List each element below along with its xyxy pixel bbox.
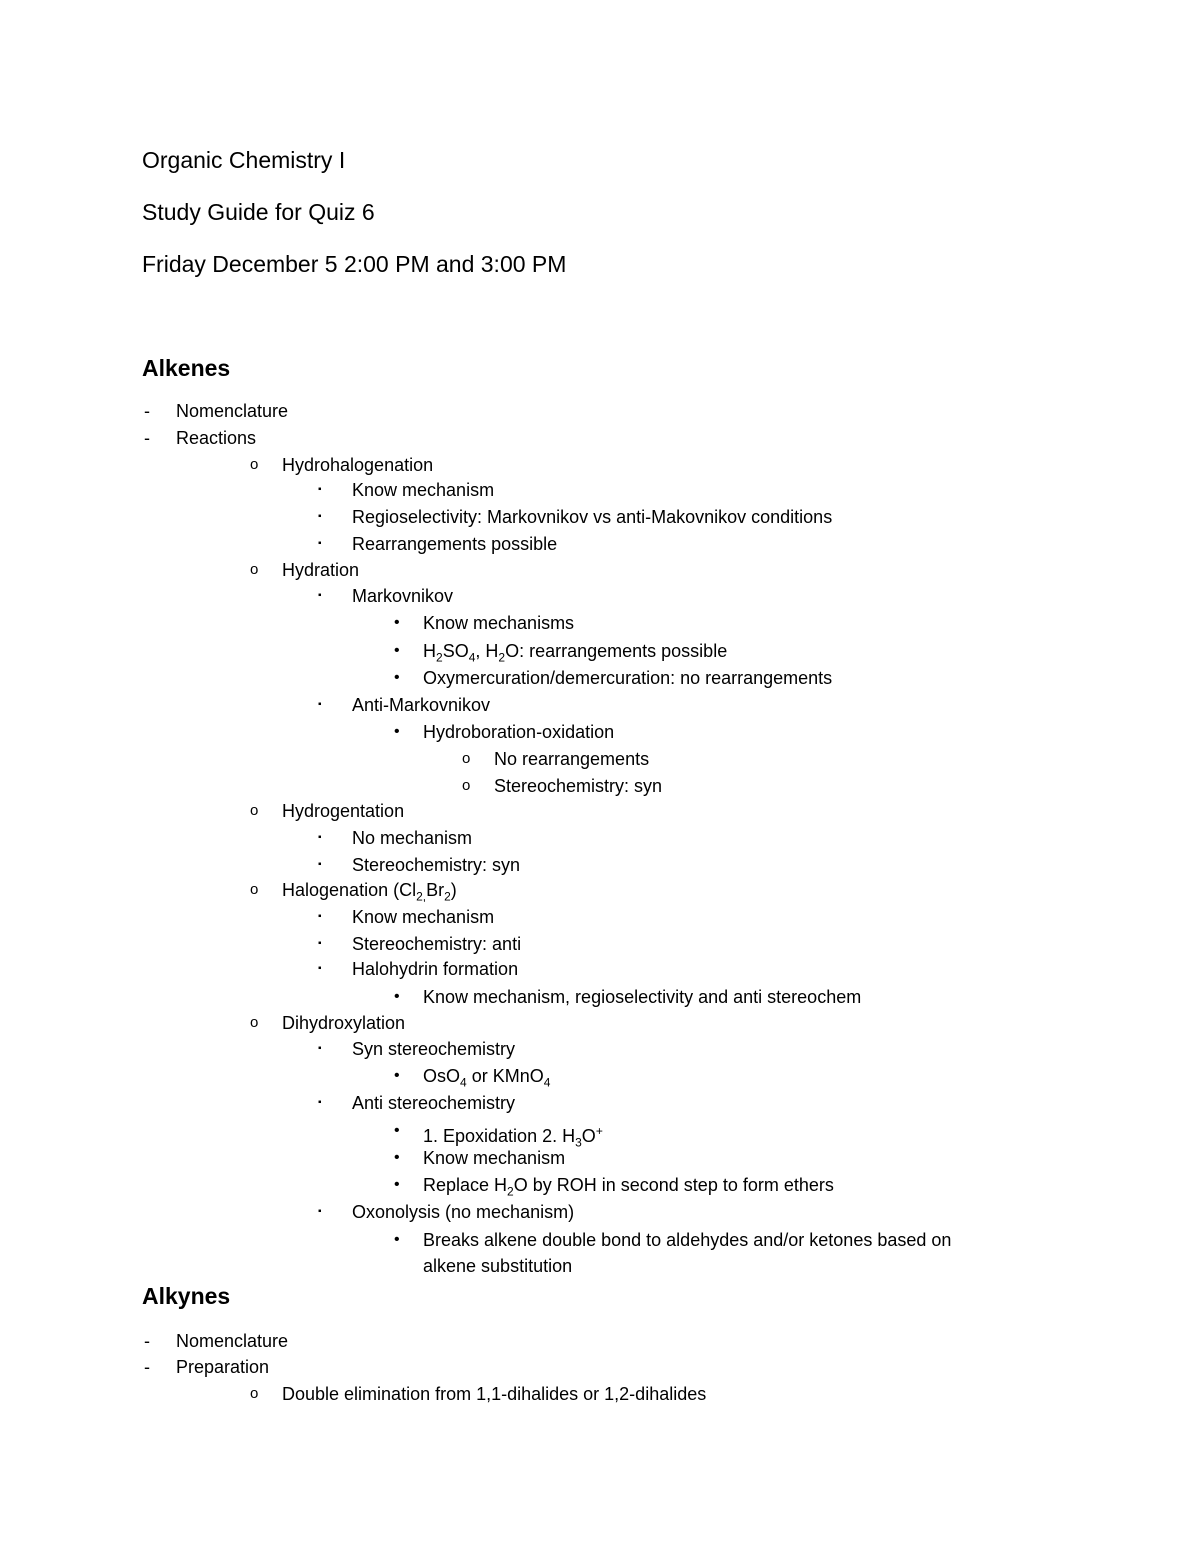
dot-bullet: • bbox=[394, 988, 400, 1005]
circle-bullet: o bbox=[250, 802, 259, 819]
dash-bullet: - bbox=[144, 1331, 150, 1351]
square-bullet: ▪ bbox=[318, 963, 322, 974]
circle-bullet: o bbox=[250, 881, 259, 898]
square-bullet: ▪ bbox=[318, 938, 322, 949]
section-heading-alkynes: Alkynes bbox=[142, 1283, 231, 1309]
dot-bullet: • bbox=[394, 723, 400, 740]
list-item: Preparation bbox=[176, 1357, 270, 1377]
list-item: Stereochemistry: syn bbox=[494, 776, 663, 796]
section-heading-alkenes: Alkenes bbox=[142, 355, 231, 381]
list-item: Nomenclature bbox=[176, 401, 289, 421]
list-item-continuation: alkene substitution bbox=[423, 1256, 573, 1276]
circle-bullet: o bbox=[250, 1014, 259, 1031]
document-title: Organic Chemistry I bbox=[142, 147, 346, 173]
square-bullet: ▪ bbox=[318, 484, 322, 495]
list-item: No mechanism bbox=[352, 828, 473, 848]
dot-bullet: • bbox=[394, 1231, 400, 1248]
list-item-acid: $H_2SO_4$, $H_2O$: rearrangements possible bbox=[423, 641, 728, 665]
list-item: Rearrangements possible bbox=[352, 534, 558, 554]
circle-bullet: o bbox=[250, 1385, 259, 1402]
square-bullet: ▪ bbox=[318, 832, 322, 843]
list-item: Know mechanisms bbox=[423, 613, 575, 633]
dash-bullet: - bbox=[144, 1357, 150, 1377]
list-item: Hydrogentation bbox=[282, 801, 405, 821]
dot-bullet: • bbox=[394, 1176, 400, 1193]
dot-bullet: • bbox=[394, 1122, 400, 1139]
square-bullet: ▪ bbox=[318, 511, 322, 522]
dot-bullet: • bbox=[394, 669, 400, 686]
dash-bullet: - bbox=[144, 428, 150, 448]
square-bullet: ▪ bbox=[318, 1206, 322, 1217]
list-item: No rearrangements bbox=[494, 749, 650, 769]
list-item-oso4: OsO$_4$ or KMnO$_4$ bbox=[423, 1066, 551, 1090]
document-subtitle: Study Guide for Quiz 6 bbox=[142, 199, 375, 225]
square-bullet: ▪ bbox=[318, 859, 322, 870]
list-item: Reactions bbox=[176, 428, 257, 448]
square-bullet: ▪ bbox=[318, 1043, 322, 1054]
list-item-halogenation: Halogenation $(Cl_{2,}Br_2)$ bbox=[282, 880, 457, 904]
square-bullet: ▪ bbox=[318, 538, 322, 549]
dot-bullet: • bbox=[394, 614, 400, 631]
quiz-date: Friday December 5 2:00 PM and 3:00 PM bbox=[142, 251, 567, 277]
list-item-epoxidation: 1. Epoxidation 2. $H_3O^+$ bbox=[423, 1124, 603, 1150]
list-item: Stereochemistry: syn bbox=[352, 855, 521, 875]
circle-bullet: o bbox=[250, 456, 259, 473]
square-bullet: ▪ bbox=[318, 1097, 322, 1108]
list-item: Know mechanism bbox=[352, 480, 495, 500]
square-bullet: ▪ bbox=[318, 590, 322, 601]
list-item-replace: Replace $H_2O$ by ROH in second step to form ethers bbox=[423, 1175, 834, 1199]
square-bullet: ▪ bbox=[318, 911, 322, 922]
list-item: Anti stereochemistry bbox=[352, 1093, 516, 1113]
list-item: Regioselectivity: Markovnikov vs anti-Makovnikov conditions bbox=[352, 507, 833, 527]
dash-bullet: - bbox=[144, 401, 150, 421]
square-bullet: ▪ bbox=[318, 699, 322, 710]
list-item: Hydration bbox=[282, 560, 360, 580]
circle-bullet: o bbox=[462, 750, 471, 767]
circle-bullet: o bbox=[462, 777, 471, 794]
list-item: Nomenclature bbox=[176, 1331, 289, 1351]
list-item: Hydroboration-oxidation bbox=[423, 722, 615, 742]
list-item: Halohydrin formation bbox=[352, 959, 519, 979]
list-item: Anti-Markovnikov bbox=[352, 695, 491, 715]
list-item: Double elimination from 1,1-dihalides or 1,2-dihalides bbox=[282, 1384, 707, 1404]
list-item: Dihydroxylation bbox=[282, 1013, 406, 1033]
dot-bullet: • bbox=[394, 1149, 400, 1166]
list-item: Know mechanism bbox=[423, 1148, 566, 1168]
circle-bullet: o bbox=[250, 561, 259, 578]
list-item: Hydrohalogenation bbox=[282, 455, 434, 475]
list-item: Syn stereochemistry bbox=[352, 1039, 516, 1059]
list-item: Oxymercuration/demercuration: no rearrangements bbox=[423, 668, 833, 688]
list-item: Know mechanism, regioselectivity and anti stereochem bbox=[423, 987, 862, 1007]
dot-bullet: • bbox=[394, 1067, 400, 1084]
list-item: Know mechanism bbox=[352, 907, 495, 927]
list-item: Breaks alkene double bond to aldehydes and/or ketones based on bbox=[423, 1230, 952, 1250]
list-item: Markovnikov bbox=[352, 586, 454, 606]
list-item: Stereochemistry: anti bbox=[352, 934, 522, 954]
dot-bullet: • bbox=[394, 642, 400, 659]
list-item: Oxonolysis (no mechanism) bbox=[352, 1202, 575, 1222]
